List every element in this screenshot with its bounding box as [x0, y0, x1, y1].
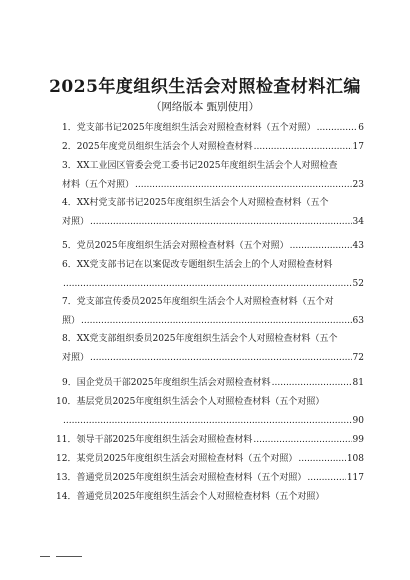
toc-entry[interactable]: [62, 160, 337, 172]
toc-entry-title: XX工业园区管委会党工委书记2025年度组织生活会个人对照检查: [76, 161, 338, 171]
toc-entry-page: 63: [352, 316, 364, 326]
toc-entry[interactable]: [56, 434, 364, 446]
toc-leader-dots: [63, 278, 352, 290]
toc-entry-title: 党员2025年度组织生活会对照检查材料（五个对照）: [76, 241, 289, 251]
toc-entry[interactable]: [62, 259, 333, 271]
toc-entry-continuation[interactable]: [62, 415, 364, 427]
toc-leader-dots: [135, 179, 352, 191]
toc-entry-title: 2025年度党员组织生活会个人对照检查材料: [76, 142, 253, 152]
footer-rule: [56, 556, 82, 557]
toc-entry-title-continued: 对照）: [62, 217, 90, 227]
toc-entry-title: 领导干部2025年度组织生活会对照检查材料: [76, 435, 253, 445]
toc-entry-number: 6．: [62, 260, 77, 270]
toc-leader-dots: [90, 216, 352, 228]
toc-entry-title: 普通党员2025年度组织生活会对照检查材料（五个对照）: [76, 473, 307, 483]
toc-entry-number: 8．: [62, 334, 77, 344]
toc-entry[interactable]: [62, 197, 328, 209]
document-subtitle: （网络版本 甄别使用）: [150, 101, 260, 113]
toc-leader-dots: [63, 415, 352, 427]
toc-entry-page: 81: [352, 378, 364, 388]
toc-entry[interactable]: [62, 122, 364, 134]
toc-entry-page: 17: [352, 142, 364, 152]
toc-entry-page: 34: [352, 217, 364, 227]
toc-entry-continuation[interactable]: [62, 216, 364, 228]
toc-entry-page: 90: [352, 416, 364, 426]
toc-entry-title: 党支部宣传委员2025年度组织生活会个人对照检查材料（五个对: [76, 297, 334, 307]
toc-entry-number: 14．: [56, 492, 77, 502]
toc-entry-page: 6: [358, 123, 364, 133]
toc-leader-dots: [253, 434, 351, 446]
toc-entry-page: 23: [352, 180, 364, 190]
toc-leader-dots: [272, 377, 352, 389]
toc-entry-title: 党支部书记2025年度组织生活会对照检查材料（五个对照）: [76, 123, 316, 133]
toc-entry-continuation[interactable]: [62, 278, 364, 290]
toc-entry-title: 普通党员2025年度组织生活会个人对照检查材料（五个对照）: [76, 492, 325, 502]
toc-entry-title: XX党支部书记在以案促改专题组织生活会上的个人对照检查材料: [76, 260, 333, 270]
toc-entry-title-continued: 对照）: [62, 353, 90, 363]
toc-entry-title: 基层党员2025年度组织生活会个人对照检查材料（五个对照）: [76, 397, 325, 407]
toc-entry-number: 10．: [56, 397, 77, 407]
toc-entry-number: 5．: [62, 241, 77, 251]
toc-entry[interactable]: [56, 472, 364, 484]
toc-leader-dots: [290, 240, 352, 252]
toc-entry-number: 9．: [62, 378, 77, 388]
toc-entry[interactable]: [56, 453, 364, 465]
toc-entry-continuation[interactable]: [62, 315, 364, 327]
toc-entry-page: 108: [346, 454, 364, 464]
toc-entry[interactable]: [62, 296, 334, 308]
toc-entry-number: 12．: [56, 454, 77, 464]
toc-entry-page: 52: [352, 279, 364, 289]
toc-entry-page: 72: [352, 353, 364, 363]
toc-entry[interactable]: [62, 240, 364, 252]
toc-entry-title: 国企党员干部2025年度组织生活会对照检查材料: [76, 378, 271, 388]
toc-entry-continuation[interactable]: [62, 352, 364, 364]
toc-entry[interactable]: [56, 491, 364, 503]
toc-leader-dots: [254, 141, 352, 153]
toc-entry-number: 2．: [62, 142, 77, 152]
toc-entry-number: 1．: [62, 123, 77, 133]
toc-leader-dots: [298, 453, 345, 465]
toc-entry-title: 某党员2025年度组织生活会对照检查材料（五个对照）: [76, 454, 298, 464]
toc-entry-number: 11．: [56, 435, 77, 445]
toc-entry-page: 117: [346, 473, 364, 483]
toc-entry-title-continued: 照）: [62, 316, 81, 326]
toc-leader-dots: [90, 352, 352, 364]
toc-entry[interactable]: [62, 333, 337, 345]
toc-leader-dots: [307, 472, 345, 484]
toc-entry[interactable]: [62, 377, 364, 389]
toc-entry-title: XX党支部组织委员2025年度组织生活会个人对照检查材料（五个: [76, 334, 338, 344]
toc-entry-number: 7．: [62, 297, 77, 307]
toc-entry-title: XX村党支部书记2025年度组织生活会个人对照检查材料（五个: [76, 198, 329, 208]
toc-entry-number: 13．: [56, 473, 77, 483]
toc-entry-continuation[interactable]: [62, 179, 364, 191]
document-title: 2025年度组织生活会对照检查材料汇编: [49, 77, 361, 97]
toc-entry-number: 4．: [62, 198, 77, 208]
toc-entry-title-continued: 材料（五个对照）: [62, 180, 135, 190]
footer-rule: [40, 556, 50, 557]
toc-entry-page: 43: [352, 241, 364, 251]
toc-entry[interactable]: [56, 396, 324, 408]
toc-entry-number: 3．: [62, 161, 77, 171]
toc-entry[interactable]: [62, 141, 364, 153]
toc-leader-dots: [317, 122, 358, 134]
toc-entry-page: 99: [352, 435, 364, 445]
toc-leader-dots: [81, 315, 352, 327]
